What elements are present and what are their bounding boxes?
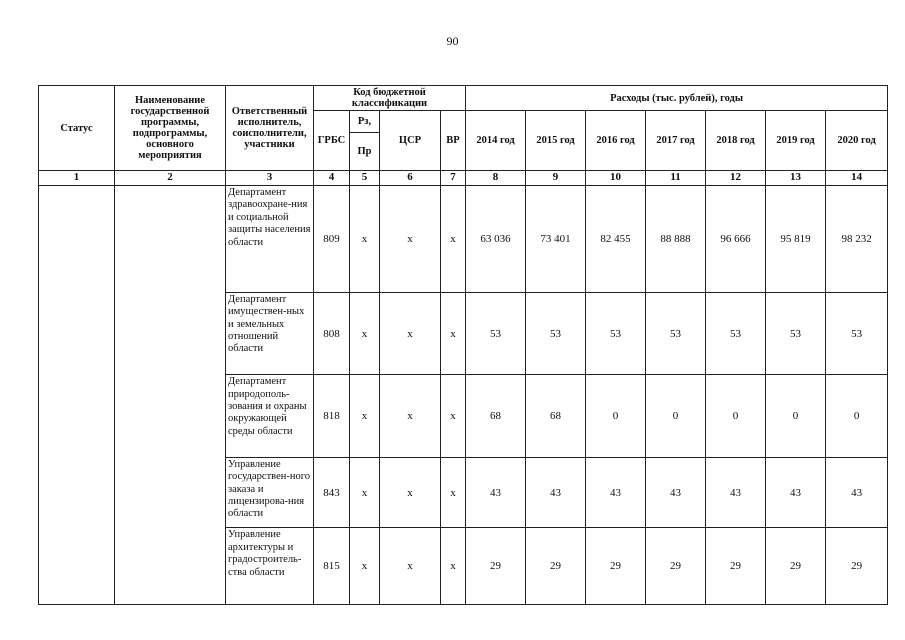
header-year-2017: 2017 год	[646, 111, 706, 171]
column-number: 5	[350, 171, 380, 186]
executor-cell: Департамент имуществен-ных и земельных отношений области	[226, 292, 314, 375]
column-number: 10	[586, 171, 646, 186]
value-cell: 68	[466, 375, 526, 458]
status-cell	[39, 186, 115, 605]
column-number: 9	[526, 171, 586, 186]
header-executor: Ответственный исполнитель, соисполнители, участники	[226, 86, 314, 171]
grbs-cell: 809	[314, 186, 350, 293]
csr-cell: х	[380, 292, 441, 375]
header-budget-code: Код бюджетной классификации	[314, 86, 466, 111]
value-cell: 0	[706, 375, 766, 458]
grbs-cell: 818	[314, 375, 350, 458]
header-year-2014: 2014 год	[466, 111, 526, 171]
column-number: 14	[826, 171, 888, 186]
column-number: 2	[115, 171, 226, 186]
rz-cell: х	[350, 292, 380, 375]
value-cell: 98 232	[826, 186, 888, 293]
value-cell: 29	[526, 528, 586, 605]
header-rz: Рз,	[350, 111, 380, 133]
grbs-cell: 843	[314, 457, 350, 527]
value-cell: 43	[526, 457, 586, 527]
value-cell: 53	[466, 292, 526, 375]
column-number: 11	[646, 171, 706, 186]
header-year-2018: 2018 год	[706, 111, 766, 171]
column-number: 1	[39, 171, 115, 186]
csr-cell: х	[380, 528, 441, 605]
value-cell: 0	[646, 375, 706, 458]
value-cell: 88 888	[646, 186, 706, 293]
value-cell: 53	[706, 292, 766, 375]
value-cell: 53	[526, 292, 586, 375]
executor-cell: Департамент здравоохране-ния и социальной защиты населения области	[226, 186, 314, 293]
header-year-2020: 2020 год	[826, 111, 888, 171]
rz-cell: х	[350, 528, 380, 605]
vr-cell: х	[441, 528, 466, 605]
vr-cell: х	[441, 292, 466, 375]
value-cell: 53	[826, 292, 888, 375]
header-expenses: Расходы (тыс. рублей), годы	[466, 86, 888, 111]
vr-cell: х	[441, 375, 466, 458]
vr-cell: х	[441, 457, 466, 527]
value-cell: 29	[586, 528, 646, 605]
header-pr: Пр	[350, 133, 380, 171]
header-year-2016: 2016 год	[586, 111, 646, 171]
header-csr: ЦСР	[380, 111, 441, 171]
name-cell	[115, 186, 226, 605]
value-cell: 53	[646, 292, 706, 375]
value-cell: 96 666	[706, 186, 766, 293]
column-number: 4	[314, 171, 350, 186]
executor-cell: Департамент природополь-зования и охраны окружающей среды области	[226, 375, 314, 458]
value-cell: 29	[706, 528, 766, 605]
vr-cell: х	[441, 186, 466, 293]
column-number: 6	[380, 171, 441, 186]
header-name: Наименование государственной программы, подпрограммы, основного мероприятия	[115, 86, 226, 171]
value-cell: 0	[586, 375, 646, 458]
column-number: 8	[466, 171, 526, 186]
budget-table	[38, 85, 888, 605]
value-cell: 43	[466, 457, 526, 527]
value-cell: 29	[466, 528, 526, 605]
header-grbs: ГРБС	[314, 111, 350, 171]
column-number: 13	[766, 171, 826, 186]
executor-cell: Управление государствен-ного заказа и лицензирова-ния области	[226, 457, 314, 527]
column-number: 7	[441, 171, 466, 186]
csr-cell: х	[380, 186, 441, 293]
header-year-2019: 2019 год	[766, 111, 826, 171]
value-cell: 0	[766, 375, 826, 458]
column-number: 12	[706, 171, 766, 186]
grbs-cell: 815	[314, 528, 350, 605]
value-cell: 43	[586, 457, 646, 527]
value-cell: 29	[766, 528, 826, 605]
value-cell: 43	[766, 457, 826, 527]
csr-cell: х	[380, 375, 441, 458]
value-cell: 95 819	[766, 186, 826, 293]
value-cell: 0	[826, 375, 888, 458]
grbs-cell: 808	[314, 292, 350, 375]
value-cell: 82 455	[586, 186, 646, 293]
value-cell: 73 401	[526, 186, 586, 293]
page-number: 90	[446, 34, 459, 48]
value-cell: 29	[826, 528, 888, 605]
value-cell: 43	[706, 457, 766, 527]
header-year-2015: 2015 год	[526, 111, 586, 171]
header-vr: ВР	[441, 111, 466, 171]
column-number: 3	[226, 171, 314, 186]
value-cell: 53	[766, 292, 826, 375]
rz-cell: х	[350, 375, 380, 458]
rz-cell: х	[350, 457, 380, 527]
value-cell: 29	[646, 528, 706, 605]
table-row	[39, 186, 888, 293]
value-cell: 43	[646, 457, 706, 527]
executor-cell: Управление архитектуры и градостроитель-ства области	[226, 528, 314, 605]
csr-cell: х	[380, 457, 441, 527]
value-cell: 53	[586, 292, 646, 375]
value-cell: 68	[526, 375, 586, 458]
value-cell: 63 036	[466, 186, 526, 293]
rz-cell: х	[350, 186, 380, 293]
value-cell: 43	[826, 457, 888, 527]
header-status: Статус	[39, 86, 115, 171]
